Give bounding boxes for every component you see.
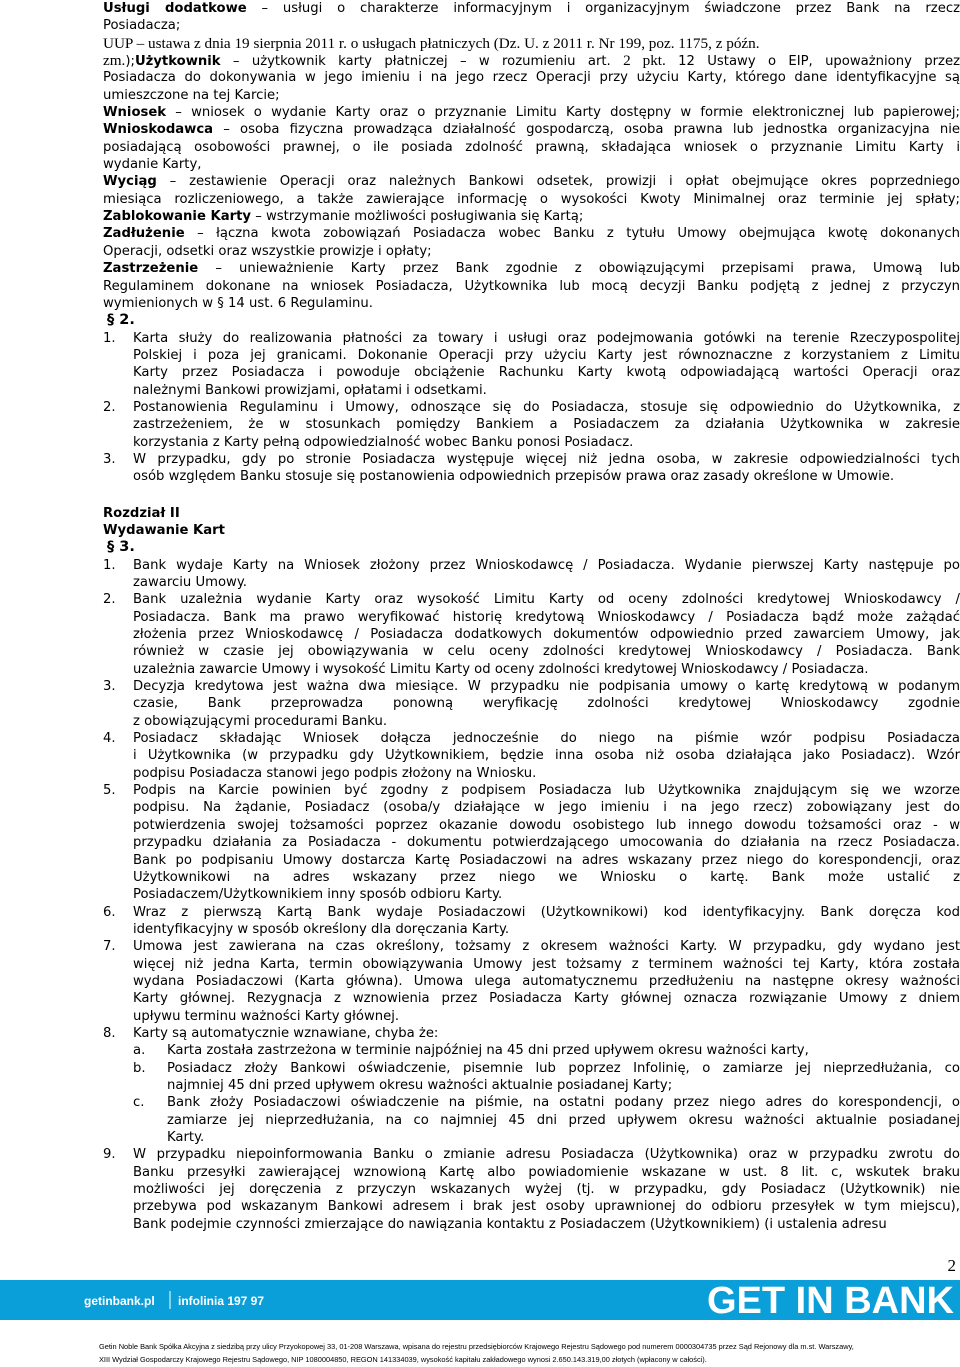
section-3-item (103, 678, 960, 730)
item-line: uzależnia zawarcie Umowy i wysokość Limitu Karty od oceny zdolności kredytowej Wnioskodawcy / Posiadacza. (133, 661, 869, 677)
item-number: 8. (103, 1025, 116, 1041)
item-line: Karty przez Posiadacza i powoduje obciążenie Rachunku Karty kwotą odpowiadającą wartości Operacji oraz (133, 365, 960, 381)
item-line: Posiadaczem/Użytkownikiem inny sposób odbioru Karty. (133, 887, 503, 903)
definition-line: posiadającą osobowości prawnej, o ile posiada zdolność prawną, składająca wniosek o przyznanie Limitu Karty i (103, 139, 960, 155)
item-number: 2. (103, 592, 116, 608)
sub-item-text (167, 1042, 960, 1059)
section-2-item (103, 399, 960, 451)
footer-site[interactable]: getinbank.pl (84, 1294, 155, 1308)
section-3-item (103, 557, 960, 592)
sub-item-letter: a. (133, 1043, 146, 1059)
item-line: podpisu Posiadacza stanowi jego podpis złożony na Wniosku. (133, 765, 537, 781)
definitions-list (103, 0, 960, 312)
sub-item-line: zamiarze jej nieprzedłużania, na co najmniej 45 dni przed upływem okresu ważności aktualnie posiadanej (167, 1112, 960, 1128)
footer-legal (99, 1340, 959, 1366)
sub-item (103, 1060, 960, 1095)
section-3 (103, 557, 960, 1233)
item-line: Bank po podpisaniu Umowy dostarcza Kartę Posiadaczowi na adres wskazany przez niego do korespondencji, oraz (133, 852, 960, 868)
definition-line: Wnioskodawca – osoba fizyczna prowadząca działalność gospodarczą, osoba prawna lub jednostka organizacyjna nie (103, 122, 960, 138)
item-text (133, 330, 960, 399)
item-number: 7. (103, 939, 116, 955)
item-line: Decyzja kredytowa jest ważna dwa miesiące. W przypadku nie podpisania umowy o kartę kredytową w podanym (133, 679, 960, 695)
footer-logo: GET IN BANK (707, 1280, 954, 1320)
item-line: więcej niż jedna Karta, termin obowiązywania Umowy jest tożsamy z terminem ważności tej Karty, która została (133, 956, 960, 972)
item-text (133, 730, 960, 782)
definition-line: zm.);Użytkownik – użytkownik karty płatniczej – w rozumieniu art. 2 pkt. 12 Ustawy o EIP, upoważniony przez (103, 52, 960, 70)
item-line: wydana Posiadaczowi (Karta główna). Umowa ulega automatycznemu przedłużeniu na następne okresy ważności (133, 973, 960, 989)
definition-line: Operacji, odsetki oraz wszystkie prowizje i opłaty; (103, 243, 432, 259)
item-line: Posiadacza. Bank ma prawo weryfikować historię kredytową Wnioskodawcy / Posiadacza bądź może zażądać (133, 609, 960, 625)
section-3-item (103, 730, 960, 782)
definition-line: Usługi dodatkowe – usługi o charakterze informacyjnym i organizacyjnym świadczone przez Bank na rzecz (103, 1, 960, 16)
item-line: Polskiej i poza jej granicami. Dokonanie Operacji przy użyciu Karty jest równoznaczne z korzystaniem z Limitu (133, 347, 960, 363)
sub-item (103, 1042, 960, 1059)
definition-line: umieszczone na tej Karcie; (103, 87, 280, 103)
chapter-subtitle: Wydawanie Kart (103, 522, 225, 538)
sub-item-line: Posiadacz złoży Bankowi oświadczenie, pisemnie lub poprzez Infolinię, o zamiarze jej nieprzedłużania, co (167, 1060, 960, 1076)
definition-line: Wniosek – wniosek o wydanie Karty oraz o przyznanie Limitu Karty dostępny w formie elektronicznej lub papierowej; (103, 105, 960, 121)
item-text (133, 678, 960, 730)
footer-legal-line: Getin Noble Bank Spółka Akcyjna z siedzibą przy ulicy Przyokopowej 33, 01-208 Warszawa, wpisana do rejestru przedsiębiorców Krajowego Rejestru Sądowego pod numerem 0000304735 przez Sąd Rejonowy dla m.st. Warszawy, (99, 1342, 854, 1351)
footer-banner (0, 1280, 960, 1320)
item-line: upływu terminu ważności Karty głównej. (133, 1008, 400, 1024)
item-text (133, 1146, 960, 1233)
definition-line: Zablokowanie Karty – wstrzymanie możliwości posługiwania się Kartą; (103, 209, 584, 225)
sub-item-line: najmniej 45 dni przed upływem okresu ważności aktualnie posiadanej Karty; (167, 1077, 673, 1093)
item-line: W przypadku niepoinformowania Banku o zmianie adresu Posiadacza (Użytkownika) oraz w przypadku zwrotu do (133, 1147, 960, 1163)
item-line: przebywa pod wskazanym Bankowi adresem i brak jest osoby uprawnionej do odbioru przesyłek w tym miejscu), (133, 1199, 960, 1215)
document-body (103, 0, 960, 1233)
item-text (133, 557, 960, 592)
item-line: identyfikacyjny w sposób określony dla doręczania Karty. (133, 921, 510, 937)
item-line: Podpis na Karcie powinien być zgodny z podpisem Posiadacza lub Użytkownika znajdującym się we wzorze (133, 783, 960, 799)
item-number: 1. (103, 330, 116, 346)
item-line: korzystania z Karty pełną odpowiedzialność wobec Banku ponosi Posiadacz. (133, 434, 634, 450)
sub-item-line: Bank złoży Posiadaczowi oświadczenie na piśmie, na ostatni podany przez niego adres do korespondencji, o (167, 1095, 960, 1111)
item-line: Karty głównej. Rezygnacja z wznowienia przez Posiadacza Karty głównej oznacza rozwiązanie Umowy z dniem (133, 991, 960, 1007)
definition-line: Wyciąg – zestawienie Operacji oraz należnych Bankowi odsetek, prowizji i opłat obejmujące okres poprzedniego (103, 174, 960, 190)
item-line: podpisu. Na żądanie, Posiadacz (osoba/y działające w jego imieniu i na jego rzecz) zobowiązany jest do (133, 800, 960, 816)
item-number: 4. (103, 731, 116, 747)
item-line: Bank wydaje Karty na Wniosek złożony przez Wnioskodawcę / Posiadacza. Wydanie pierwszej Karty następuje po (133, 557, 960, 573)
chapter-title: Rozdział II (103, 505, 180, 521)
sub-item-line: Karta została zastrzeżona w terminie najpóźniej na 45 dni przed upływem okresu ważności karty, (167, 1043, 809, 1059)
item-line: Karty są automatycznie wznawiane, chyba że: (133, 1025, 439, 1041)
section-2-item (103, 451, 960, 486)
item-line: osób względem Banku stosuje się postanowienia odpowiednich przepisów prawa oraz zasady określone w Umowie. (133, 469, 895, 485)
item-text (133, 399, 960, 451)
item-number: 5. (103, 783, 116, 799)
footer-hotline: infolinia 197 97 (178, 1294, 265, 1308)
item-line: zawarciu Umowy. (133, 575, 247, 590)
item-text (133, 1025, 960, 1042)
section-3-item (103, 904, 960, 939)
page-number: 2 (947, 1256, 956, 1275)
item-number: 3. (103, 451, 116, 467)
section-3-item (103, 938, 960, 1025)
item-text (133, 451, 960, 486)
item-line: W przypadku, gdy po stronie Posiadacza występuje więcej niż jedna osoba, w zakresie odpowiedzialności tych (133, 451, 960, 467)
section-3-item (103, 782, 960, 903)
definition-line: wymienionych w § 14 ust. 6 Regulaminu. (103, 295, 373, 311)
item-line: złożenia przez Wnioskodawcę / Posiadacza dodatkowych dokumentów odpowiednio przed zawarciem Umowy, jak (133, 627, 960, 643)
item-line: należnymi Bankowi prowizjami, opłatami i odsetkami. (133, 382, 487, 398)
item-line: Umowa jest zawierana na czas określony, tożsamy z okresem ważności Karty. W przypadku, gdy wydano jest (133, 939, 960, 955)
item-text (133, 591, 960, 678)
sub-item (103, 1094, 960, 1146)
definition-line: Posiadacza do dokonywania w jego imieniu i na jego rzecz Operacji przy użyciu Karty, którego dane identyfikacyjne są (103, 70, 960, 86)
sub-item-letter: b. (133, 1060, 146, 1076)
footer-legal-line: XIII Wydział Gospodarczy Krajowego Rejestru Sądowego, NIP 1080004850, REGON 141334039, wysokość kapitału zakładowego wynosi 2.650.143.319,00 złotych (wpłacony w całości). (99, 1355, 707, 1364)
item-line: i Użytkownika (w przypadku gdy Użytkownikiem, będzie inna osoba niż osoba działająca jako Posiadacz). Wzór (133, 748, 960, 764)
section-3-sign: § 3. (107, 539, 135, 556)
item-text (133, 938, 960, 1025)
item-line: możliwości jej doręczenia z przyczyn wskazanych wyżej (tj. w przypadku, gdy Posiadacz (Użytkownik) nie (133, 1182, 960, 1198)
item-line: zastrzeżeniem, że w stosunkach pomiędzy Bankiem a Posiadaczem za działania Użytkownika w zakresie (133, 417, 960, 433)
section-2-sign: § 2. (107, 312, 135, 329)
item-line: czasie, Bank przeprowadza ponowną weryfikację zdolności kredytowej Wnioskodawcy zgodnie (133, 696, 960, 712)
section-2-item (103, 330, 960, 399)
item-number: 6. (103, 904, 116, 920)
definition-line: Zastrzeżenie – unieważnienie Karty przez Bank zgodnie z obowiązującymi przepisami prawa, Umową lub (103, 261, 960, 277)
item-text (133, 904, 960, 939)
sub-item-text (167, 1060, 960, 1095)
item-line: Postanowienia Regulaminu i Umowy, odnoszące się do Posiadacza, stosuje się odpowiednio do Użytkownika, z (133, 399, 960, 415)
definition-line: Posiadacza; (103, 18, 181, 34)
item-number: 3. (103, 679, 116, 695)
item-line: Banku przesyłki zawierającej wznowioną Kartę albo powiadomienie wskazane w ust. 8 lit. c, wskutek braku (133, 1164, 960, 1180)
item-line: Karta służy do realizowania płatności za towary i usługi oraz podejmowania gotówki na terenie Rzeczypospolitej (133, 330, 960, 346)
item-line: również w czasie jej obowiązywania w celu oceny zdolności kredytowej Wnioskodawcy / Posiadacza. Bank (133, 644, 960, 660)
sub-item-letter: c. (133, 1095, 145, 1111)
item-number: 9. (103, 1147, 116, 1163)
definition-line: Regulaminem dokonane na wniosek Posiadacza, Użytkownika lub mocą decyzji Banku podjętą z jednej z przyczyn (103, 278, 960, 294)
item-line: przypadku działania za Posiadacza - dokumentu potwierdzającego umocowania do działania na rzecz Posiadacza. (133, 835, 960, 851)
section-3-item (103, 1025, 960, 1042)
definition-line: miesiąca rozliczeniowego, a także zawierające informację o wysokości Kwoty Minimalnej oraz terminie jej spłaty; (103, 191, 960, 207)
section-2 (103, 330, 960, 486)
item-number: 2. (103, 399, 116, 415)
item-line: Bank podejmie czynności zmierzające do nawiązania kontaktu z Posiadaczem (Użytkownikiem) (i ustalenia adresu (133, 1216, 887, 1232)
section-3-item (103, 1146, 960, 1233)
item-line: Użytkownikowi na adres wskazany przez niego we Wniosku o kartę. Bank może ustalić z (133, 869, 960, 885)
sub-item-line: Karty. (167, 1130, 205, 1145)
definition-line: Zadłużenie – łączna kwota zobowiązań Posiadacza wobec Banku z tytułu Umowy obejmująca kwotę dokonanych (103, 226, 960, 242)
item-number: 1. (103, 557, 116, 573)
item-line: Wraz z pierwszą Kartą Bank wydaje Posiadaczowi (Użytkownikowi) kod identyfikacyjny. Bank doręcza kod (133, 904, 960, 920)
item-line: z obowiązującymi procedurami Banku. (133, 713, 388, 729)
item-line: Posiadacz składając Wniosek dołącza jednocześnie do niego na piśmie wzór podpisu Posiadacza (133, 731, 960, 747)
section-3-item (103, 591, 960, 678)
sub-item-text (167, 1094, 960, 1146)
item-line: Bank uzależnia wydanie Karty oraz wysokość Limitu Karty od oceny zdolności kredytowej Wnioskodawcy / (133, 592, 960, 608)
definition-line: UUP – ustawa z dnia 19 sierpnia 2011 r. o usługach płatniczych (Dz. U. z 2011 r. Nr 199, poz. 1175, z późn. (103, 34, 760, 52)
item-text (133, 782, 960, 903)
definition-line: wydanie Karty, (103, 157, 202, 173)
item-line: potwierdzenia swojej tożsamości poprzez okazanie dowodu osobistego lub innego dowodu tożsamości oraz - w (133, 817, 960, 833)
